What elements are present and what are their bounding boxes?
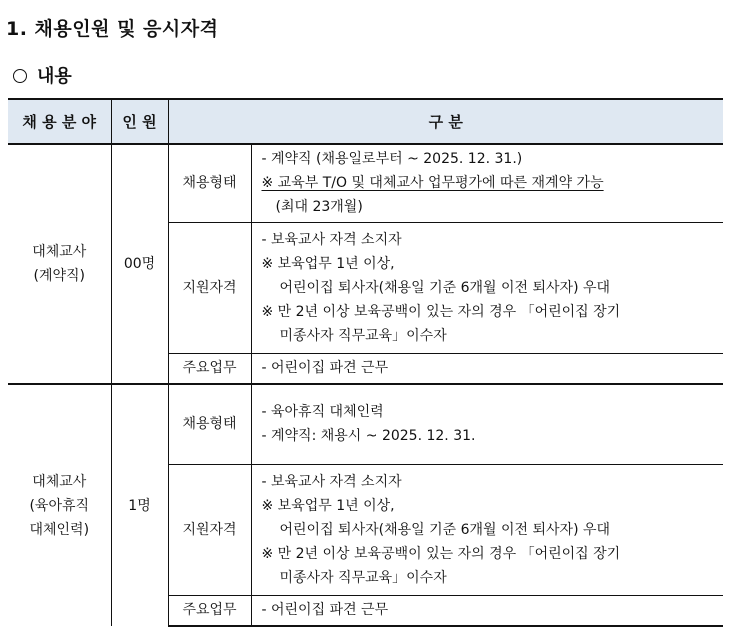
content-line: ※ 보육업무 1년 이상, [261, 255, 395, 272]
subsection-heading [13, 62, 72, 88]
table-row [8, 384, 723, 464]
field-cell [8, 384, 111, 626]
category-label: 주요업무 [168, 353, 251, 384]
content-line: ※ 교육부 T/O 및 대체교사 업무평가에 따른 재계약 가능 [261, 175, 604, 192]
section-heading: 1. 채용인원 및 응시자격 [6, 18, 219, 40]
content-line: 미종사자 직무교육」이수자 [279, 569, 447, 586]
field-line: (육아휴직 [29, 497, 90, 514]
field-cell [8, 144, 111, 384]
category-label: 지원자격 [168, 222, 251, 353]
content-line: - 육아휴직 대체인력 [261, 404, 384, 421]
subsection-heading-label: 내용 [37, 66, 72, 87]
table-header-row [8, 99, 723, 144]
content-line: - 계약직: 채용시 ~ 2025. 12. 31. [261, 428, 476, 445]
category-content [251, 384, 723, 464]
field-line: 대체교사 [32, 473, 87, 490]
category-label: 주요업무 [168, 595, 251, 626]
content-line: ※ 만 2년 이상 보육공백이 있는 자의 경우 「어린이집 장기 [261, 545, 621, 562]
content-line: ※ 만 2년 이상 보육공백이 있는 자의 경우 「어린이집 장기 [261, 303, 621, 320]
content-line: 미종사자 직무교육」이수자 [279, 327, 447, 344]
content-line: 어린이집 퇴사자(채용일 기준 6개월 이전 퇴사자) 우대 [279, 521, 611, 538]
circle-bullet-icon [13, 69, 27, 83]
category-content [251, 595, 723, 626]
count-cell: 1명 [111, 384, 168, 626]
content-line: - 계약직 (채용일로부터 ~ 2025. 12. 31.) [261, 151, 523, 168]
content-line: - 어린이집 파견 근무 [261, 602, 389, 619]
header-field: 채 용 분 야 [8, 99, 111, 144]
count-cell: 00명 [111, 144, 168, 384]
content-line: 어린이집 퇴사자(채용일 기준 6개월 이전 퇴사자) 우대 [279, 279, 611, 296]
field-line: 대체인력) [29, 521, 90, 538]
content-line: (최대 23개월) [275, 199, 363, 216]
category-content [251, 464, 723, 595]
category-label: 지원자격 [168, 464, 251, 595]
content-line: ※ 보육업무 1년 이상, [261, 497, 395, 514]
field-line: (계약직) [33, 268, 85, 284]
recruitment-table [8, 98, 723, 627]
content-line: - 어린이집 파견 근무 [261, 360, 389, 377]
category-label: 채용형태 [168, 384, 251, 464]
field-line: 대체교사 [32, 244, 87, 260]
content-line: - 보육교사 자격 소지자 [261, 231, 402, 248]
category-content [251, 144, 723, 222]
content-line: - 보육교사 자격 소지자 [261, 473, 402, 490]
header-count: 인 원 [111, 99, 168, 144]
category-content [251, 222, 723, 353]
header-category: 구 분 [168, 99, 723, 144]
category-label: 채용형태 [168, 144, 251, 222]
table-row [8, 144, 723, 222]
category-content [251, 353, 723, 384]
